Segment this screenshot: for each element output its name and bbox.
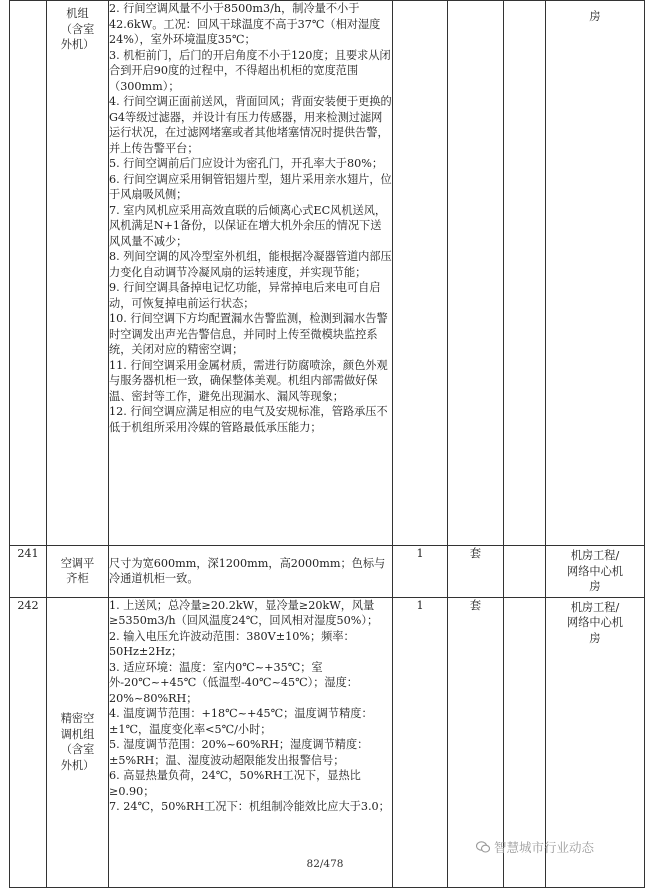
- spec-line: 1. 上送风；总冷量≥20.2kW，显冷量≥20kW，风量≥5350m3/h（回风温度24℃，回风相对湿度50%）；: [109, 598, 379, 627]
- item-name-cell: [47, 546, 109, 598]
- item-quantity: 1: [393, 546, 448, 598]
- spec-line: 2. 输入电压允许波动范围：380V±10%；频率：50Hz±2Hz；: [109, 629, 355, 658]
- spec-line: 12. 行间空调应满足相应的电气及安规标准，管路承压不低于机组所采用冷媒的管路最低承压能力；: [109, 405, 388, 434]
- item-quantity: 1: [393, 597, 448, 887]
- spec-line: 7. 24℃，50%RH工况下：机组制冷能效比应大于3.0；: [109, 800, 390, 813]
- spec-line: 10. 行间空调下方均配置漏水告警监测，检测到漏水告警时空调发出声光告警信息，并同时上传至微模块监控系统，关闭对应的精密空调；: [109, 312, 388, 356]
- table-row: [10, 1, 645, 546]
- item-quantity: [393, 1, 448, 546]
- spec-line: 8. 列间空调的风冷型室外机组，能根据冷凝器管道内部压力变化自动调节冷凝风扇的运转速度，并实现节能；: [109, 250, 392, 279]
- wechat-icon: [476, 841, 490, 853]
- item-location: 机房工程/ 网络中心机 房: [567, 600, 623, 645]
- item-unit: [448, 1, 504, 546]
- spec-line: 11. 行间空调采用金属材质，需进行防腐喷涂，颜色外观与服务器机柜一致，确保整体美观。机组内部需做好保温、密封等工作，避免出现漏水、漏风等现象；: [109, 358, 388, 403]
- spec-line: 9. 行间空调具备掉电记忆功能，异常掉电后来电可自启动，可恢复掉电前运行状态；: [109, 281, 381, 310]
- watermark-text: 智慧城市行业动态: [494, 840, 595, 855]
- spec-line: 5. 湿度调节范围：20%~60%RH；湿度调节精度：±5%RH；温、湿度波动超限能发出报警信号；: [109, 738, 369, 767]
- source-watermark: [476, 838, 594, 856]
- spec-line: 2. 行间空调风量不小于8500m3/h，制冷量不小于42.6kW。工况：回风干球温度不高于37℃（相对湿度24%），室外环境温度35℃；: [109, 2, 381, 46]
- item-unit: 套: [448, 597, 504, 887]
- spec-line: 6. 行间空调应采用铜管铝翅片型，翅片采用亲水翅片，位于风扇吸风侧；: [109, 172, 392, 201]
- item-number: 242: [10, 597, 47, 887]
- spec-line: 尺寸为宽600mm，深1200mm，高2000mm；色标与冷通道机柜一致。: [109, 556, 386, 586]
- item-number: 241: [10, 546, 47, 598]
- item-location: 房: [589, 10, 601, 23]
- spec-line: 5. 行间空调前后门应设计为密孔门，开孔率大于80%；: [109, 157, 384, 170]
- item-name-cell: [47, 1, 109, 546]
- item-location-cell: [546, 546, 645, 598]
- item-location-cell: [546, 1, 645, 546]
- item-spec-cell: [109, 546, 393, 598]
- spec-line: 4. 温度调节范围：+18℃~+45℃；温度调节精度：±1℃，温度变化率<5℃/小时；: [109, 707, 373, 736]
- spec-line: 3. 适应环境：温度：室内0℃~+35℃；室外-20℃~+45℃（低温型-40℃~45℃）；湿度：20%~80%RH；: [109, 660, 358, 705]
- item-unit: 套: [448, 546, 504, 598]
- item-name: 精密空 调机组 （含室 外机）: [60, 712, 95, 772]
- spec-line: 7. 室内风机应采用高效直联的后倾离心式EC风机送风，风机满足N+1备份，以保证在增大机外余压的情况下送风风量不减少；: [109, 203, 387, 248]
- equipment-spec-table: [9, 0, 645, 888]
- item-location: 机房工程/ 网络中心机 房: [567, 549, 623, 593]
- item-name: 机组 （含室 外机）: [60, 7, 95, 51]
- item-spec-cell: [109, 1, 393, 546]
- empty-cell: [504, 1, 546, 546]
- item-name: 空调平 齐柜: [60, 556, 95, 586]
- item-number: [10, 1, 47, 546]
- table-row: [10, 546, 645, 598]
- item-name-cell: [47, 597, 109, 887]
- spec-line: 6. 高显热量负荷，24℃，50%RH工况下，显热比≥0.90；: [109, 769, 361, 798]
- page-number: 82/478: [306, 858, 344, 870]
- empty-cell: [504, 546, 546, 598]
- item-spec-cell: [109, 597, 393, 887]
- spec-line: 3. 机柜前门，后门的开启角度不小于120度；且要求从闭合到开启90度的过程中，不得超出机柜的宽度范围（300mm）；: [109, 48, 391, 93]
- spec-line: 4. 行间空调正面前送风，背面回风；背面安装便于更换的G4等级过滤器，并设计有压力传感器，用来检测过滤网运行状况，在过滤网堵塞或者其他堵塞情况时提供告警，并上传告警平台；: [109, 95, 392, 155]
